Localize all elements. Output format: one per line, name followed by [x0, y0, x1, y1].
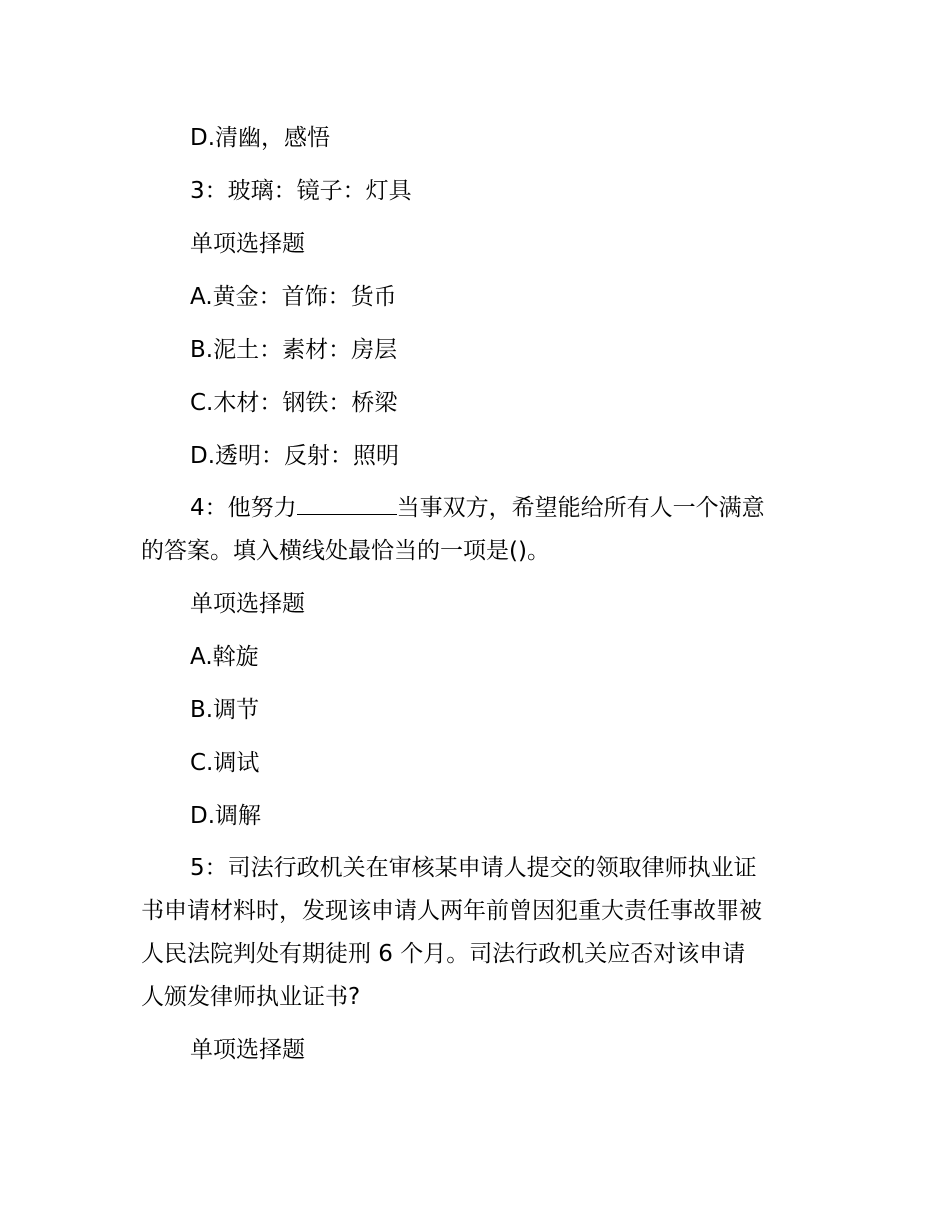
q3-type: 单项选择题: [190, 231, 305, 257]
q2-option-d: D.清幽，感悟: [190, 125, 331, 151]
q4-stem-part2: 当事双方，希望能给所有人一个满意: [396, 495, 765, 521]
q5-stem-line3: 人民法院判处有期徒刑 6 个月。司法行政机关应否对该申请: [141, 941, 746, 967]
q5-stem-line4: 人颁发律师执业证书?: [141, 984, 361, 1010]
q3-option-a: A.黄金：首饰：货币: [190, 284, 397, 310]
q3-option-d: D.透明：反射：照明: [190, 443, 400, 469]
q3-option-b: B.泥土：素材：房层: [190, 337, 398, 363]
q5-type: 单项选择题: [190, 1037, 305, 1063]
q4-option-b: B.调节: [190, 697, 260, 723]
q4-stem-line2: 的答案。填入横线处最恰当的一项是()。: [141, 538, 550, 564]
q4-option-a: A.斡旋: [190, 644, 259, 670]
q4-stem-part1: 4：他努力: [190, 495, 297, 521]
q4-option-d: D.调解: [190, 803, 262, 829]
q3-option-c: C.木材：钢铁：桥梁: [190, 390, 398, 416]
q5-stem-line2: 书申请材料时，发现该申请人两年前曾因犯重大责任事故罪被: [141, 898, 762, 924]
fill-blank: [297, 492, 397, 515]
q3-stem: 3：玻璃：镜子：灯具: [190, 178, 412, 204]
q4-option-c: C.调试: [190, 750, 260, 776]
q5-stem-line1: 5：司法行政机关在审核某申请人提交的领取律师执业证: [190, 855, 757, 881]
q4-type: 单项选择题: [190, 591, 305, 617]
q4-stem-line1: [190, 492, 765, 524]
